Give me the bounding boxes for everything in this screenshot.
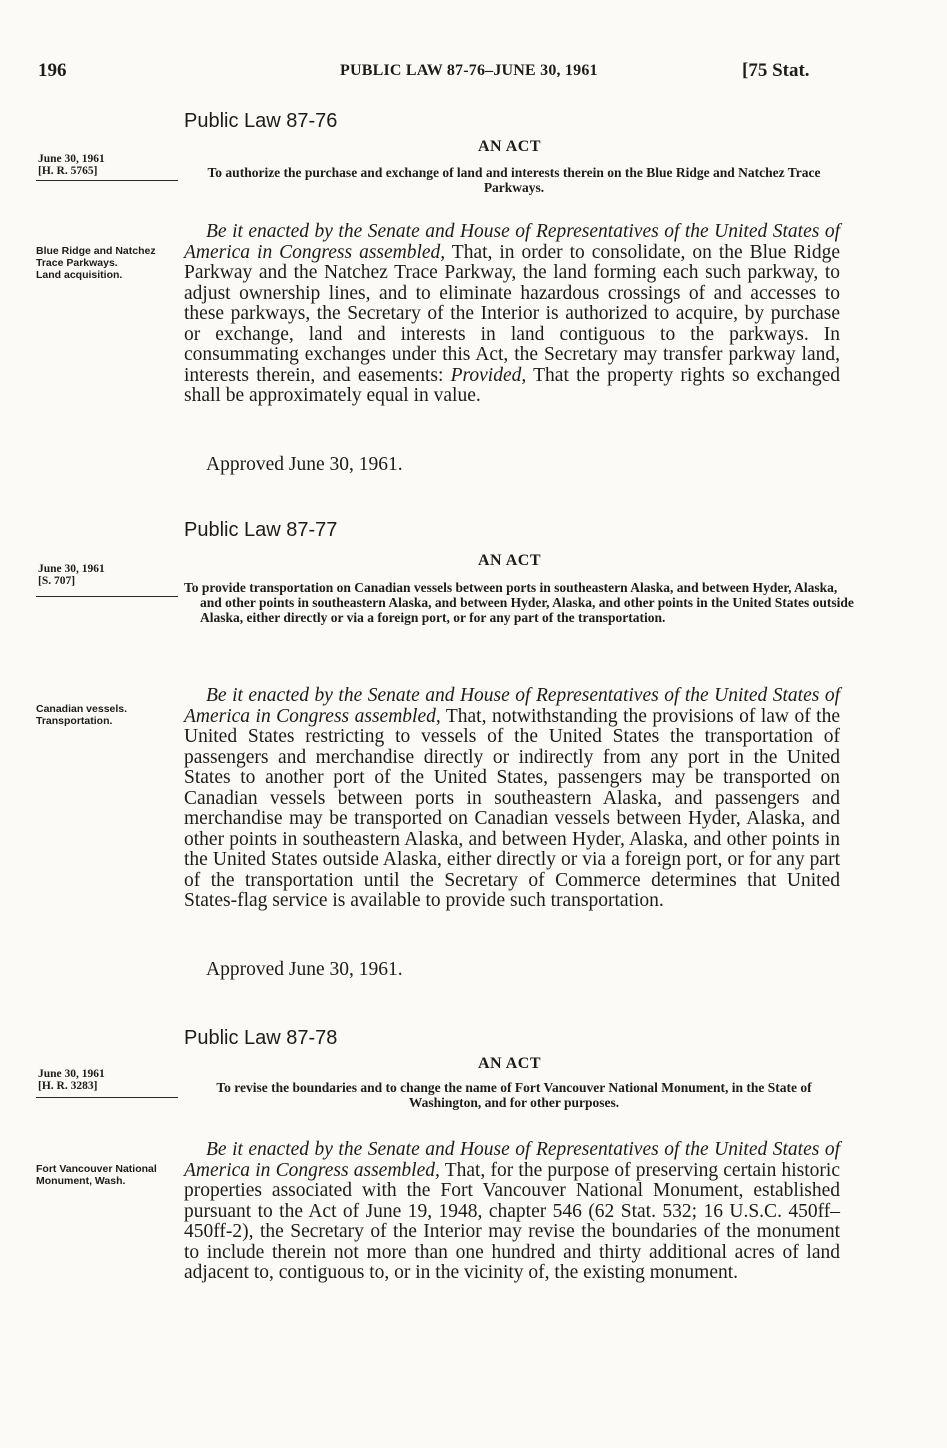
enacting-clause: Be it enacted by the Senate and House of Representatives of the United States of America in Congress assembled,: [184, 685, 840, 727]
page-number: 196: [38, 60, 67, 81]
margin-date: June 30, 1961: [38, 153, 105, 165]
law-87-78-side-notes: [36, 1163, 178, 1187]
side-note: Canadian vessels.: [36, 703, 128, 715]
law-87-76-purpose: To authorize the purchase and exchange of land and interests therein on the Blue Ridge and Natchez Trace Parkways.: [207, 165, 821, 195]
law-87-76-approved: Approved June 30, 1961.: [206, 454, 403, 475]
margin-rule: [36, 180, 178, 181]
law-87-76-an-act: AN ACT: [478, 138, 542, 155]
body-text: That the property rights so exchanged shall be approximately equal in value.: [184, 364, 840, 406]
margin-bill-number: [H. R. 5765]: [38, 165, 98, 177]
law-87-76-side-notes: [36, 245, 178, 281]
law-87-78-body: [184, 1140, 840, 1284]
body-text: That, notwithstanding the provisions of law of the United States restricting to vessels of the United States the transportation of passengers and merchandise directly or indirectly from any port in the United States to another port of the United States, passengers may be transported on Canadian vessels between ports in southeastern Alaska, and passengers and merchandise may be transported on Canadian vessels between Hyder, Alaska, and other points in southeastern Alaska, and between Hyder, Alaska, and other points in the United States outside Alaska, either directly or via a foreign port, or for any part of the transportation until the Secretary of Commerce determines that United States-flag service is available to provide such transportation.: [184, 705, 841, 911]
enacting-clause: Be it enacted by the Senate and House of Representatives of the United States of America in Congress assembled,: [184, 221, 840, 263]
law-87-76-margin-date: [36, 153, 178, 177]
side-note: Fort Vancouver National Monument, Wash.: [36, 1163, 157, 1187]
running-title: PUBLIC LAW 87-76–JUNE 30, 1961: [340, 62, 598, 79]
law-87-78-title: Public Law 87-78: [184, 1027, 338, 1049]
margin-date: June 30, 1961: [38, 563, 105, 575]
law-87-77-title: Public Law 87-77: [184, 519, 338, 541]
margin-rule: [36, 596, 178, 597]
margin-date: June 30, 1961: [38, 1068, 105, 1080]
law-87-76-body: [184, 222, 840, 407]
law-87-77-an-act: AN ACT: [478, 552, 542, 569]
law-87-77-side-notes: [36, 703, 178, 727]
law-87-77-body: [184, 686, 840, 912]
law-87-78-an-act: AN ACT: [478, 1055, 542, 1072]
body-text: That, in order to consolidate, on the Blue Ridge Parkway and the Natchez Trace Parkway, the land forming each such parkway, to adjust ownership lines, and to eliminate hazardous crossings of and accesses to these parkways, the Secretary of the Interior is authorized to acquire, by purchase or exchange, land and interests in land contiguous to the parkways. In consummating exchanges under this Act, the Secretary may transfer parkway land, interests therein, and easements:: [184, 241, 840, 386]
enacting-clause: Be it enacted by the Senate and House of Representatives of the United States of America in Congress assembled,: [184, 1139, 840, 1181]
law-87-77-approved: Approved June 30, 1961.: [206, 959, 403, 980]
side-note: Land acquisition.: [36, 269, 123, 281]
law-87-78-margin-date: [36, 1068, 178, 1092]
law-87-77-margin-date: [36, 563, 178, 587]
volume-reference: [75 Stat.: [742, 60, 810, 81]
side-note: Blue Ridge and Natchez Trace Parkways.: [36, 245, 156, 269]
side-note: Transportation.: [36, 715, 113, 727]
proviso: Provided,: [450, 364, 527, 386]
law-87-76-title: Public Law 87-76: [184, 110, 338, 132]
margin-bill-number: [H. R. 3283]: [38, 1080, 98, 1092]
margin-bill-number: [S. 707]: [38, 575, 76, 587]
law-87-78-purpose: To revise the boundaries and to change the name of Fort Vancouver National Monument, in the State of Washington, and for other purposes.: [216, 1080, 812, 1110]
body-text: That, for the purpose of preserving certain historic properties associated with the Fort Vancouver National Monument, established pursuant to the Act of June 19, 1948, chapter 546 (62 Stat. 532; 16 U.S.C. 450ff–450ff-2), the Secretary of the Interior may revise the boundaries of the monument to include therein not more than one hundred and thirty additional acres of land adjacent to, contiguous to, or in the vicinity of, the existing monument.: [184, 1159, 840, 1283]
law-87-77-purpose: To provide transportation on Canadian vessels between ports in southeastern Alaska, and between Hyder, Alaska, and other points in southeastern Alaska, and between Hyder, Alaska, and other points in the United States outside Alaska, either directly or via a foreign port, or for any part of the transportation.: [184, 580, 854, 625]
margin-rule: [36, 1097, 178, 1098]
